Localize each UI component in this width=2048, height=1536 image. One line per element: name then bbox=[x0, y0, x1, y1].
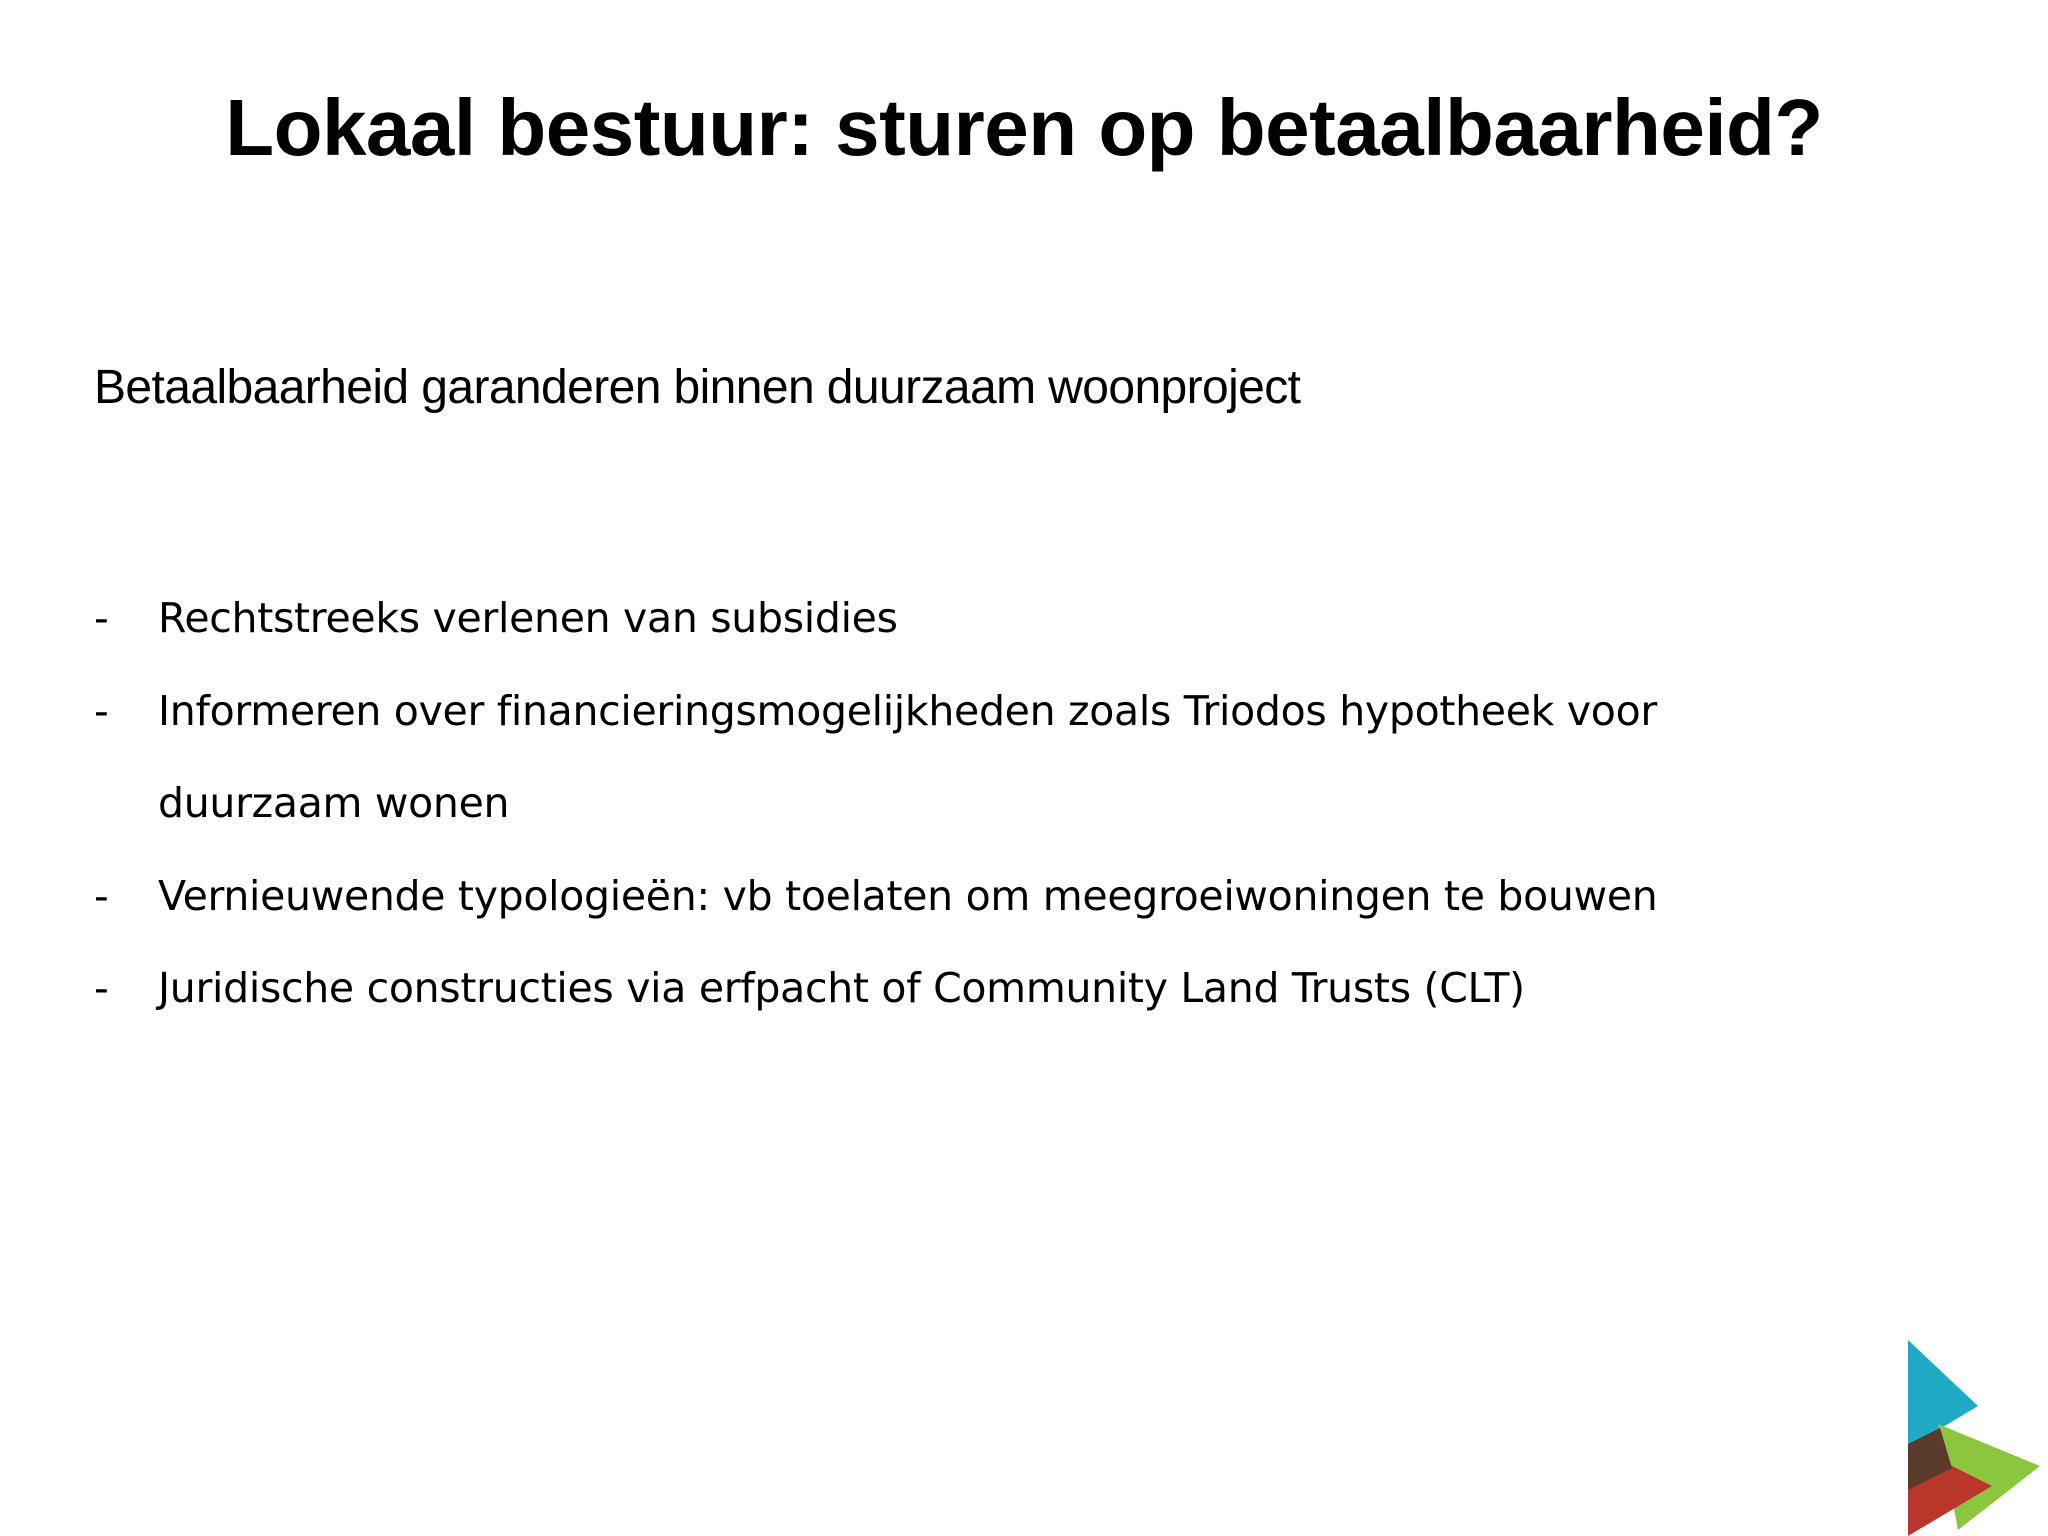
bullet-text: Vernieuwende typologieën: vb toelaten om meegroeiwoningen te bouwen bbox=[158, 871, 1658, 920]
bullet-text: Informeren over financieringsmogelijkheden zoals Triodos hypotheek voor duurzaam wonen bbox=[158, 686, 1657, 827]
slide-title: Lokaal bestuur: sturen op betaalbaarheid? bbox=[225, 83, 1823, 172]
bullet-list bbox=[94, 572, 1854, 1035]
slide-subtitle: Betaalbaarheid garanderen binnen duurzaam woonproject bbox=[94, 361, 1301, 414]
triangles-logo-icon bbox=[1900, 1340, 2040, 1536]
bullet-text: Rechtstreeks verlenen van subsidies bbox=[158, 594, 898, 642]
bullet-dash: - bbox=[94, 594, 109, 642]
bullet-dash: - bbox=[94, 686, 109, 735]
list-item bbox=[94, 850, 1854, 943]
list-item bbox=[94, 942, 1854, 1035]
bullet-dash: - bbox=[94, 871, 109, 920]
list-item bbox=[94, 665, 1854, 850]
bullet-dash: - bbox=[94, 964, 109, 1012]
list-item bbox=[94, 572, 1854, 665]
bullet-text: Juridische constructies via erfpacht of Community Land Trusts (CLT) bbox=[158, 964, 1525, 1012]
